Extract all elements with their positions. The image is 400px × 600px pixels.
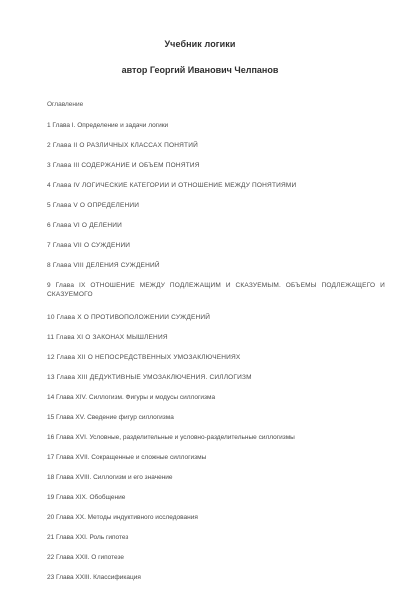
- toc-item[interactable]: [47, 433, 387, 442]
- toc-link-chapter-22[interactable]: 22 Глава XXII. О гипотезе: [47, 554, 125, 561]
- toc-item[interactable]: [47, 121, 387, 130]
- toc-item[interactable]: [47, 393, 387, 402]
- title-block: [0, 38, 400, 76]
- toc-link-chapter-7[interactable]: 7 Глава VII О СУЖДЕНИИ: [47, 242, 131, 249]
- toc-link-chapter-10[interactable]: 10 Глава X О ПРОТИВОПОЛОЖЕНИИ СУЖДЕНИЙ: [47, 314, 211, 321]
- toc-link-chapter-3[interactable]: 3 Глава III СОДЕРЖАНИЕ И ОБЪЕМ ПОНЯТИЯ: [47, 162, 200, 169]
- toc-item[interactable]: [47, 161, 387, 170]
- toc-item[interactable]: [47, 353, 387, 362]
- book-title: Учебник логики: [164, 39, 236, 49]
- toc-link-chapter-4[interactable]: 4 Глава IV ЛОГИЧЕСКИЕ КАТЕГОРИИ И ОТНОШЕНИЕ МЕЖДУ ПОНЯТИЯМИ: [47, 182, 297, 189]
- toc-item[interactable]: [47, 533, 387, 542]
- toc-link-chapter-1[interactable]: 1 Глава I. Определение и задачи логики: [47, 122, 169, 129]
- toc-link-chapter-20[interactable]: 20 Глава XX. Методы индуктивного исследования: [47, 514, 198, 521]
- toc-link-chapter-18[interactable]: 18 Глава XVIII. Силлогизм и его значение: [47, 474, 173, 481]
- toc-item[interactable]: [47, 493, 387, 502]
- toc-item[interactable]: [47, 281, 387, 299]
- toc-link-chapter-12[interactable]: 12 Глава XII О НЕПОСРЕДСТВЕННЫХ УМОЗАКЛЮЧЕНИЯХ: [47, 354, 241, 361]
- toc-item[interactable]: [47, 573, 387, 582]
- toc-link-chapter-17[interactable]: 17 Глава XVII. Сокращенные и сложные силлогизмы: [47, 454, 207, 461]
- toc-link-chapter-19[interactable]: 19 Глава XIX. Обобщение: [47, 494, 126, 501]
- toc-link-chapter-8[interactable]: 8 Глава VIII ДЕЛЕНИЯ СУЖДЕНИЙ: [47, 262, 160, 269]
- toc-link-chapter-6[interactable]: 6 Глава VI О ДЕЛЕНИИ: [47, 222, 122, 229]
- toc-link-chapter-21[interactable]: 21 Глава XXI. Роль гипотез: [47, 534, 129, 541]
- table-of-contents: [47, 100, 387, 593]
- toc-item[interactable]: [47, 453, 387, 462]
- toc-heading: Оглавление: [47, 101, 84, 108]
- toc-item[interactable]: [47, 413, 387, 422]
- toc-item[interactable]: [47, 181, 387, 190]
- toc-item[interactable]: [47, 313, 387, 322]
- toc-link-chapter-16[interactable]: 16 Глава XVI. Условные, разделительные и условно-разделительные силлогизмы: [47, 434, 295, 441]
- toc-item[interactable]: [47, 553, 387, 562]
- toc-link-chapter-23[interactable]: 23 Глава XXIII. Классификация: [47, 574, 141, 581]
- toc-link-chapter-14[interactable]: 14 Глава XIV. Силлогизм. Фигуры и модусы силлогизма: [47, 394, 216, 401]
- toc-link-chapter-11[interactable]: 11 Глава XI О ЗАКОНАХ МЫШЛЕНИЯ: [47, 334, 168, 341]
- toc-item[interactable]: [47, 141, 387, 150]
- toc-item[interactable]: [47, 221, 387, 230]
- toc-item[interactable]: [47, 241, 387, 250]
- toc-item[interactable]: [47, 513, 387, 522]
- toc-link-chapter-2[interactable]: 2 Глава II О РАЗЛИЧНЫХ КЛАССАХ ПОНЯТИЙ: [47, 142, 198, 149]
- toc-item[interactable]: [47, 473, 387, 482]
- toc-item[interactable]: [47, 333, 387, 342]
- toc-item[interactable]: [47, 201, 387, 210]
- toc-item[interactable]: [47, 373, 387, 382]
- book-author: автор Георгий Иванович Челпанов: [121, 65, 279, 75]
- toc-link-chapter-13[interactable]: 13 Глава XIII ДЕДУКТИВНЫЕ УМОЗАКЛЮЧЕНИЯ. СИЛЛОГИЗМ: [47, 374, 252, 381]
- toc-link-chapter-9[interactable]: 9 Глава IX ОТНОШЕНИЕ МЕЖДУ ПОДЛЕЖАЩИМ И СКАЗУЕМЫМ. ОБЪЕМЫ ПОДЛЕЖАЩЕГО И СКАЗУЕМОГО: [47, 282, 385, 298]
- toc-item[interactable]: [47, 261, 387, 270]
- toc-link-chapter-5[interactable]: 5 Глава V О ОПРЕДЕЛЕНИИ: [47, 202, 140, 209]
- toc-link-chapter-15[interactable]: 15 Глава XV. Сведение фигур силлогизма: [47, 414, 174, 421]
